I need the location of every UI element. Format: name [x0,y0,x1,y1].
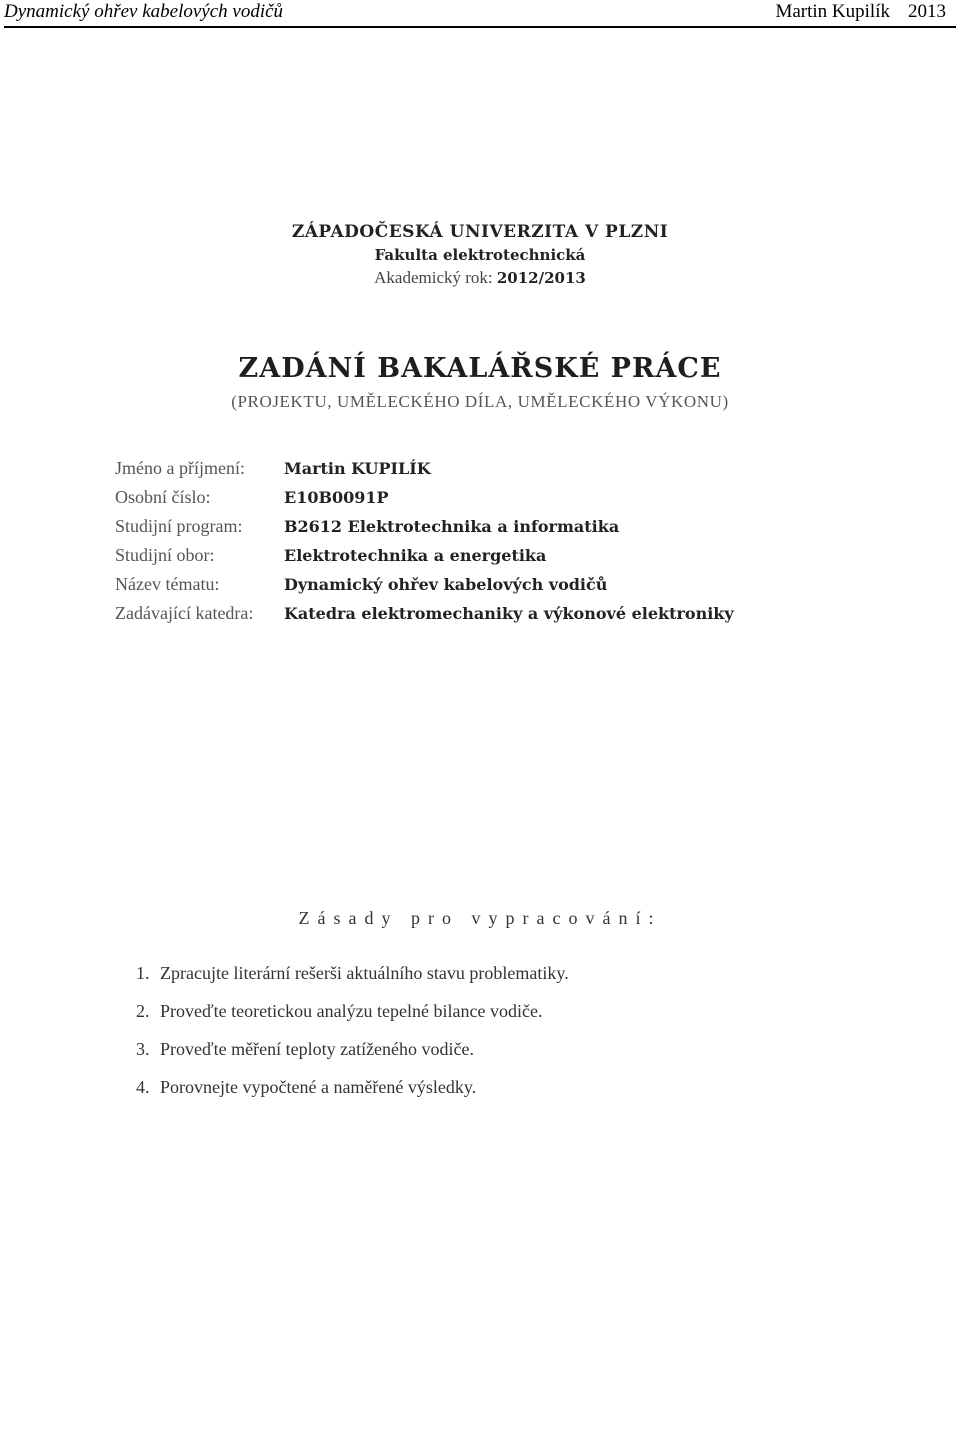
list-item [136,1077,569,1115]
assignment-title-block [0,350,960,414]
info-label: Zadávající katedra: [115,603,254,623]
list-item [136,1039,569,1077]
list-item-number: 2. [136,1001,150,1021]
academic-year [0,266,960,290]
info-value: Martin KUPILÍK [284,459,431,478]
info-label: Studijní program: [115,516,243,536]
list-item-text: Zpracujte literární rešerši aktuálního stavu problematiky. [160,963,569,983]
academic-year-value: 2012/2013 [496,269,586,287]
info-value: Katedra elektromechaniky a výkonové elektroniky [284,604,734,623]
list-item [136,1001,569,1039]
info-label: Studijní obor: [115,545,215,565]
list-item-number: 4. [136,1077,150,1097]
university-block [0,220,960,290]
header-author-year [775,1,946,23]
info-label: Jméno a příjmení: [115,458,245,478]
info-value: B2612 Elektrotechnika a informatika [284,517,620,536]
list-item-text: Proveďte měření teploty zatíženého vodiče. [160,1039,475,1059]
list-item [136,963,569,1001]
academic-year-label: Akademický rok: [374,268,493,287]
principles-list [136,963,569,1115]
list-item-text: Porovnejte vypočtené a naměřené výsledky. [160,1077,477,1097]
info-value: Elektrotechnika a energetika [284,546,547,565]
info-value: E10B0091P [284,488,389,507]
university-name: ZÁPADOČESKÁ UNIVERZITA V PLZNI [291,222,669,242]
assignment-subtitle: (PROJEKTU, UMĚLECKÉHO DÍLA, UMĚLECKÉHO VÝKONU) [231,392,729,411]
list-item-number: 3. [136,1039,150,1059]
principles-heading: Zásady pro vypracování: [298,908,662,928]
assignment-title: ZADÁNÍ BAKALÁŘSKÉ PRÁCE [238,353,722,384]
list-item-text: Proveďte teoretickou analýzu tepelné bilance vodiče. [160,1001,543,1021]
running-header [4,0,956,28]
info-label: Název tématu: [115,574,220,594]
list-item-number: 1. [136,963,150,983]
faculty-name: Fakulta elektrotechnická [374,246,586,264]
header-document-title: Dynamický ohřev kabelových vodičů [4,1,284,22]
info-value: Dynamický ohřev kabelových vodičů [284,575,608,594]
header-author: Martin Kupilík [775,1,890,22]
info-label: Osobní číslo: [115,487,211,507]
header-year: 2013 [908,1,946,22]
